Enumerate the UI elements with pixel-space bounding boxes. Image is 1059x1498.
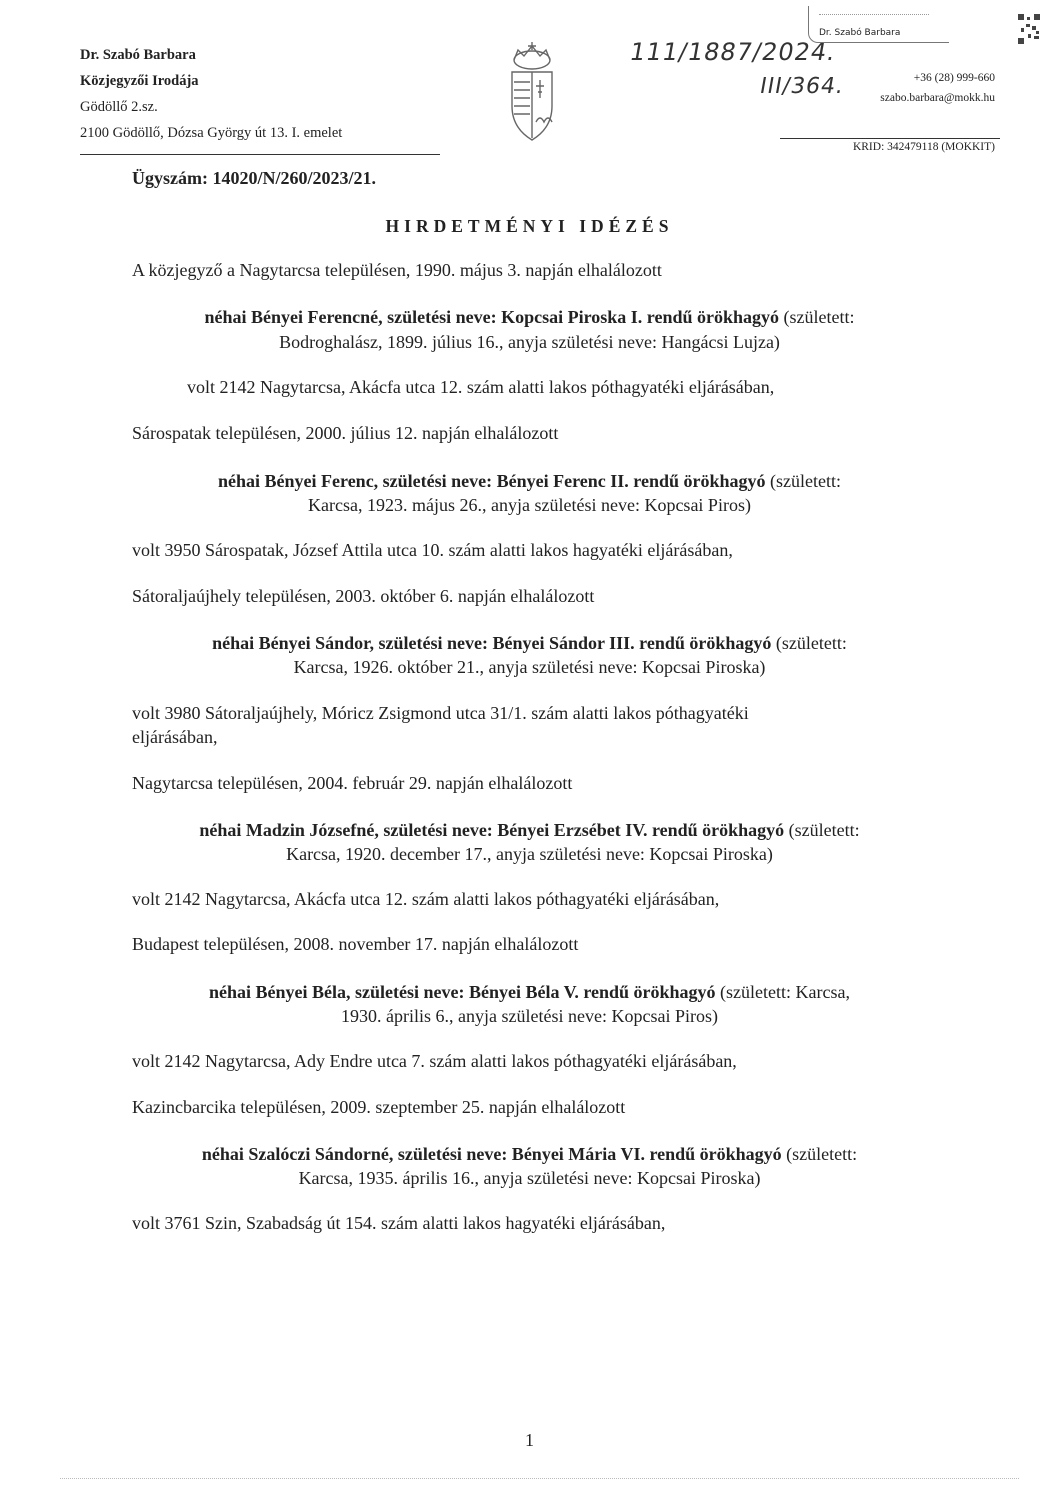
heir-6 bbox=[0, 1142, 1059, 1166]
office-block bbox=[80, 42, 342, 146]
scan-edge bbox=[60, 1478, 1019, 1479]
page-number: 1 bbox=[525, 1430, 534, 1450]
paragraph-9: Budapest településen, 2008. november 17. napján elhalálozott bbox=[132, 934, 579, 954]
document-title: HIRDETMÉNYI IDÉZÉS bbox=[385, 216, 674, 236]
stamp-name: Dr. Szabó Barbara bbox=[819, 28, 901, 38]
qr-code-icon bbox=[1018, 14, 1040, 44]
paragraph-5: Sátoraljaújhely településen, 2003. október 6. napján elhalálozott bbox=[132, 586, 595, 606]
heir-3-details: Karcsa, 1926. október 21., anyja születési neve: Kopcsai Piroska) bbox=[293, 657, 766, 677]
heir-1-name: néhai Bényei Ferencné, születési neve: Kopcsai Piroska I. rendű örökhagyó bbox=[204, 307, 779, 327]
paragraph-4: volt 3950 Sárospatak, József Attila utca 10. szám alatti lakos hagyatéki eljárásában, bbox=[132, 540, 733, 560]
heir-6-name: néhai Szalóczi Sándorné, születési neve: Bényei Mária VI. rendű örökhagyó bbox=[201, 1144, 782, 1164]
heir-1-details: Bodroghalász, 1899. július 16., anyja születési neve: Hangácsi Lujza) bbox=[279, 332, 780, 352]
paragraph-8: volt 2142 Nagytarcsa, Akácfa utca 12. szám alatti lakos póthagyatéki eljárásában, bbox=[132, 889, 720, 909]
heir-2 bbox=[0, 469, 1059, 493]
heir-2-details: Karcsa, 1923. május 26., anyja születési neve: Kopcsai Piros) bbox=[308, 495, 751, 515]
paragraph-12: volt 3761 Szin, Szabadság út 154. szám alatti lakos hagyatéki eljárásában, bbox=[132, 1213, 666, 1233]
heir-6-rest: (született: bbox=[781, 1144, 858, 1164]
office-seat: Gödöllő 2.sz. bbox=[80, 99, 158, 115]
stamp-line bbox=[819, 14, 929, 15]
office-name: Dr. Szabó Barbara bbox=[80, 47, 196, 63]
case-number: Ügyszám: 14020/N/260/2023/21. bbox=[132, 168, 376, 188]
heir-4-name: néhai Madzin Józsefné, születési neve: Bényei Erzsébet IV. rendű örökhagyó bbox=[199, 820, 785, 840]
heir-1 bbox=[0, 305, 1059, 329]
office-address: 2100 Gödöllő, Dózsa György út 13. I. emelet bbox=[80, 125, 343, 141]
paragraph-3: Sárospatak településen, 2000. július 12. napján elhalálozott bbox=[132, 423, 559, 443]
heir-3-name: néhai Bényei Sándor, születési neve: Bényei Sándor III. rendű örökhagyó bbox=[212, 633, 772, 653]
heir-6-details: Karcsa, 1935. április 16., anyja születési neve: Kopcsai Piroska) bbox=[298, 1168, 761, 1188]
heir-2-rest: (született: bbox=[765, 471, 841, 491]
office-email: szabo.barbara@mokk.hu bbox=[880, 92, 995, 104]
paragraph-1: A közjegyző a Nagytarcsa településen, 1990. május 3. napján elhalálozott bbox=[132, 260, 662, 280]
heir-5 bbox=[0, 980, 1059, 1004]
paragraph-7: Nagytarcsa településen, 2004. február 29. napján elhalálozott bbox=[132, 773, 573, 793]
heir-4 bbox=[0, 818, 1059, 842]
paragraph-11: Kazincbarcika településen, 2009. szeptember 25. napján elhalálozott bbox=[132, 1097, 626, 1117]
heir-5-rest: (született: Karcsa, bbox=[715, 982, 850, 1002]
heir-1-rest: (született: bbox=[779, 307, 855, 327]
heir-2-name: néhai Bényei Ferenc, születési neve: Bényei Ferenc II. rendű örökhagyó bbox=[218, 471, 766, 491]
office-subtitle: Közjegyzői Irodája bbox=[80, 73, 199, 89]
handwritten-reference: 111/1887/2024. bbox=[627, 38, 839, 66]
heir-3-rest: (született: bbox=[771, 633, 847, 653]
paragraph-10: volt 2142 Nagytarcsa, Ady Endre utca 7. szám alatti lakos póthagyatéki eljárásában, bbox=[132, 1051, 737, 1071]
coat-of-arms-icon bbox=[500, 38, 564, 150]
paragraph-6b: eljárásában, bbox=[132, 727, 218, 747]
heir-5-details: 1930. április 6., anyja születési neve: Kopcsai Piros) bbox=[341, 1006, 718, 1026]
heir-4-details: Karcsa, 1920. december 17., anyja születési neve: Kopcsai Piroska) bbox=[286, 844, 773, 864]
handwritten-sub-reference: III/364. bbox=[757, 74, 847, 99]
paragraph-6a: volt 3980 Sátoraljaújhely, Móricz Zsigmond utca 31/1. szám alatti lakos póthagyatéki bbox=[132, 703, 749, 723]
heir-3 bbox=[0, 631, 1059, 655]
krid-number: KRID: 342479118 (MOKKIT) bbox=[852, 141, 995, 153]
header-rule-left bbox=[80, 154, 440, 155]
paragraph-2: volt 2142 Nagytarcsa, Akácfa utca 12. szám alatti lakos póthagyatéki eljárásában, bbox=[187, 377, 775, 397]
office-phone: +36 (28) 999-660 bbox=[913, 72, 995, 84]
heir-5-name: néhai Bényei Béla, születési neve: Bényei Béla V. rendű örökhagyó bbox=[209, 982, 716, 1002]
header-rule-right bbox=[780, 138, 1000, 139]
heir-4-rest: (született: bbox=[784, 820, 860, 840]
stamp-box bbox=[808, 6, 949, 43]
